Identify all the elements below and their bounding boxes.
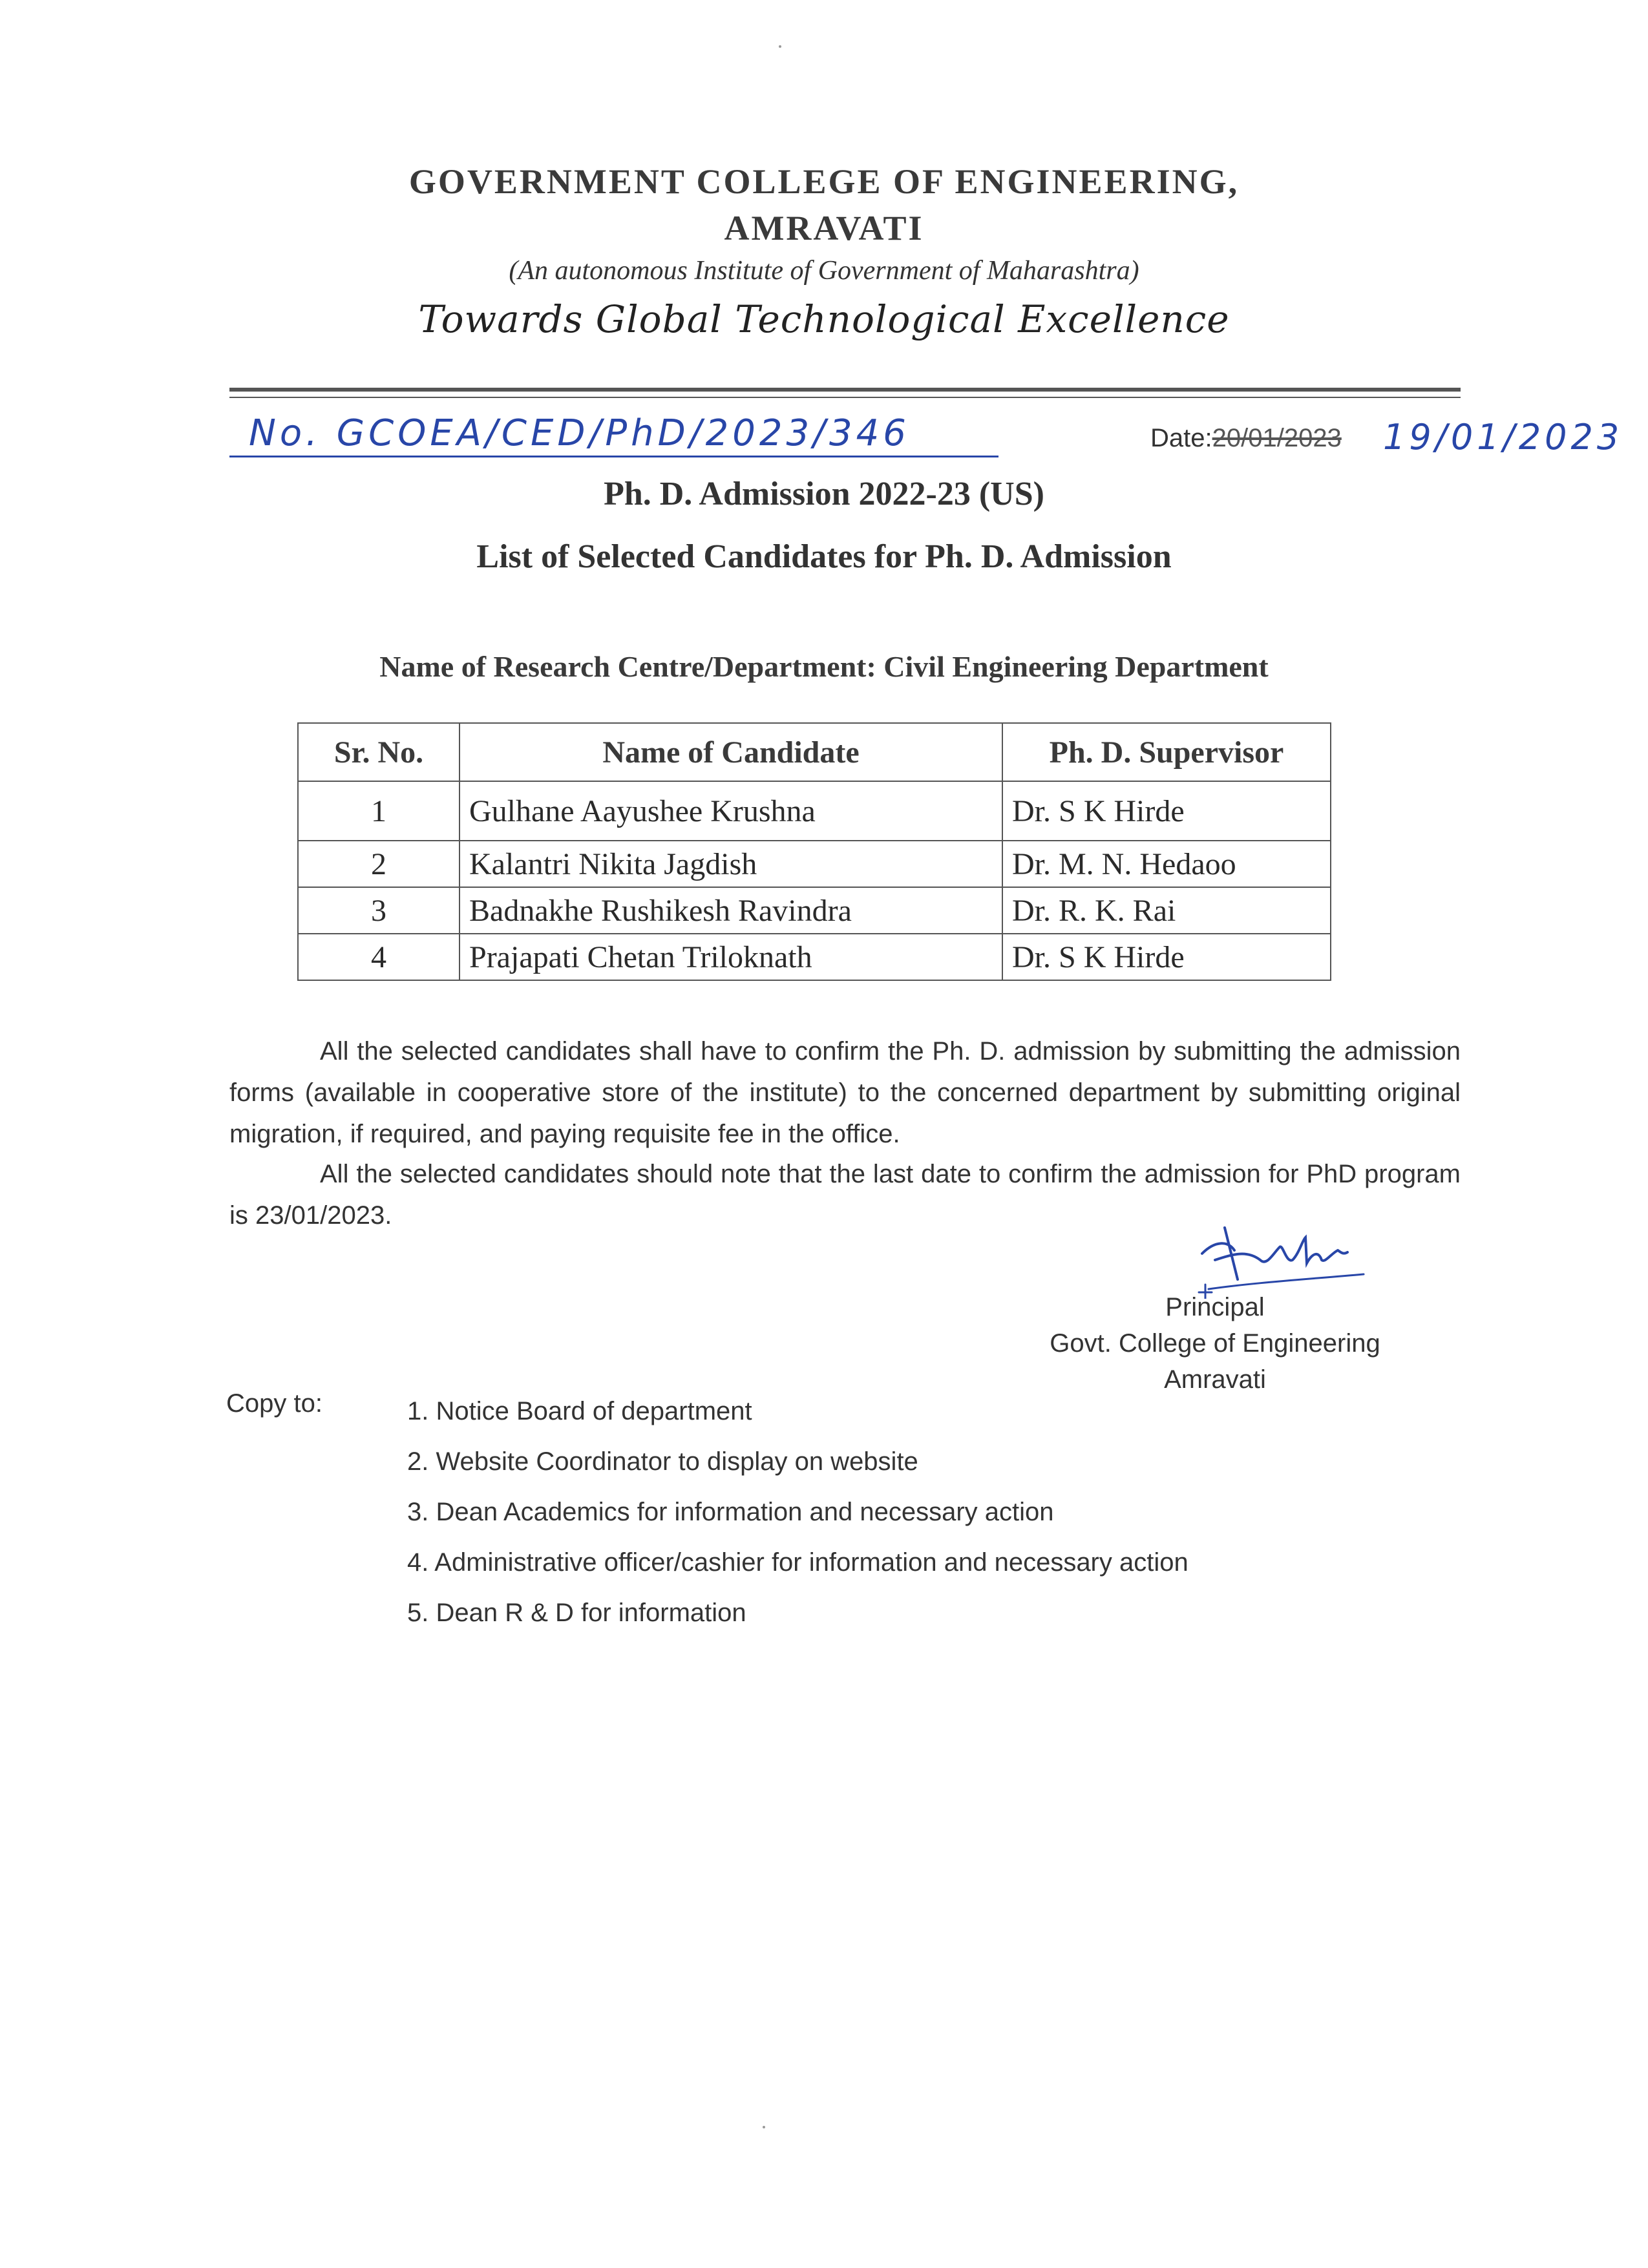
header-supervisor: Ph. D. Supervisor xyxy=(1002,723,1331,781)
copy-to-list xyxy=(407,1386,1188,1638)
autonomous-subtitle: (An autonomous Institute of Government of Maharashtra) xyxy=(509,256,1139,286)
admission-heading: Ph. D. Admission 2022-23 (US) xyxy=(604,476,1044,512)
header-rule-thick xyxy=(229,388,1461,392)
table-row xyxy=(298,934,1331,980)
candidates-table xyxy=(297,722,1331,981)
cell-sr-no: 3 xyxy=(298,887,460,934)
cell-candidate-name: Kalantri Nikita Jagdish xyxy=(460,841,1002,887)
table-row xyxy=(298,887,1331,934)
cell-candidate-name: Gulhane Aayushee Krushna xyxy=(460,781,1002,841)
reference-number: No. GCOEA/CED/PhD/2023/346 xyxy=(249,412,910,454)
scan-speck xyxy=(763,2126,765,2128)
cell-supervisor: Dr. S K Hirde xyxy=(1002,781,1331,841)
list-item: 1. Notice Board of department xyxy=(407,1397,752,1425)
signatory-institution: Govt. College of Engineering xyxy=(1050,1329,1380,1358)
department-name: Name of Research Centre/Department: Civil Engineering Department xyxy=(379,650,1269,683)
signatory-city: Amravati xyxy=(1164,1365,1266,1394)
header-rule-thin xyxy=(229,397,1461,398)
table-row xyxy=(298,781,1331,841)
header-sr-no: Sr. No. xyxy=(298,723,460,781)
list-title: List of Selected Candidates for Ph. D. Admission xyxy=(476,538,1172,575)
cell-sr-no: 1 xyxy=(298,781,460,841)
cell-supervisor: Dr. M. N. Hedaoo xyxy=(1002,841,1331,887)
college-name-line2: AMRAVATI xyxy=(724,209,924,247)
college-name xyxy=(0,158,1648,251)
date-struck: 20/01/2023 xyxy=(1212,424,1342,452)
table-row xyxy=(298,841,1331,887)
date-field xyxy=(1150,424,1342,453)
date-label: Date: xyxy=(1150,424,1212,452)
cell-candidate-name: Badnakhe Rushikesh Ravindra xyxy=(460,887,1002,934)
reference-underline xyxy=(229,456,998,457)
list-item: 5. Dean R & D for information xyxy=(407,1599,746,1627)
scan-speck xyxy=(779,45,781,48)
list-item: 3. Dean Academics for information and necessary action xyxy=(407,1498,1054,1526)
signatory-title: Principal xyxy=(1165,1293,1265,1321)
header-candidate-name: Name of Candidate xyxy=(460,723,1002,781)
deadline-paragraph: All the selected candidates should note that the last date to confirm the admission for PhD program is 23/01/2023. xyxy=(229,1160,1461,1230)
list-item: 4. Administrative officer/cashier for information and necessary action xyxy=(407,1548,1188,1577)
date-handwritten: 19/01/2023 xyxy=(1383,417,1623,457)
cell-supervisor: Dr. S K Hirde xyxy=(1002,934,1331,980)
cell-sr-no: 4 xyxy=(298,934,460,980)
copy-to-label: Copy to: xyxy=(226,1389,322,1418)
cell-sr-no: 2 xyxy=(298,841,460,887)
college-tagline: Towards Global Technological Excellence xyxy=(418,297,1230,341)
table-header-row xyxy=(298,723,1331,781)
principal-signature xyxy=(1189,1215,1370,1299)
college-name-line1: GOVERNMENT COLLEGE OF ENGINEERING, xyxy=(408,162,1240,201)
cell-supervisor: Dr. R. K. Rai xyxy=(1002,887,1331,934)
list-item: 2. Website Coordinator to display on website xyxy=(407,1447,918,1476)
instructions-paragraph: All the selected candidates shall have to confirm the Ph. D. admission by submitting the admission forms (available in cooperative store of the institute) to the concerned department by submitting original migration, if required, and paying requisite fee in the office. xyxy=(229,1037,1461,1148)
cell-candidate-name: Prajapati Chetan Triloknath xyxy=(460,934,1002,980)
